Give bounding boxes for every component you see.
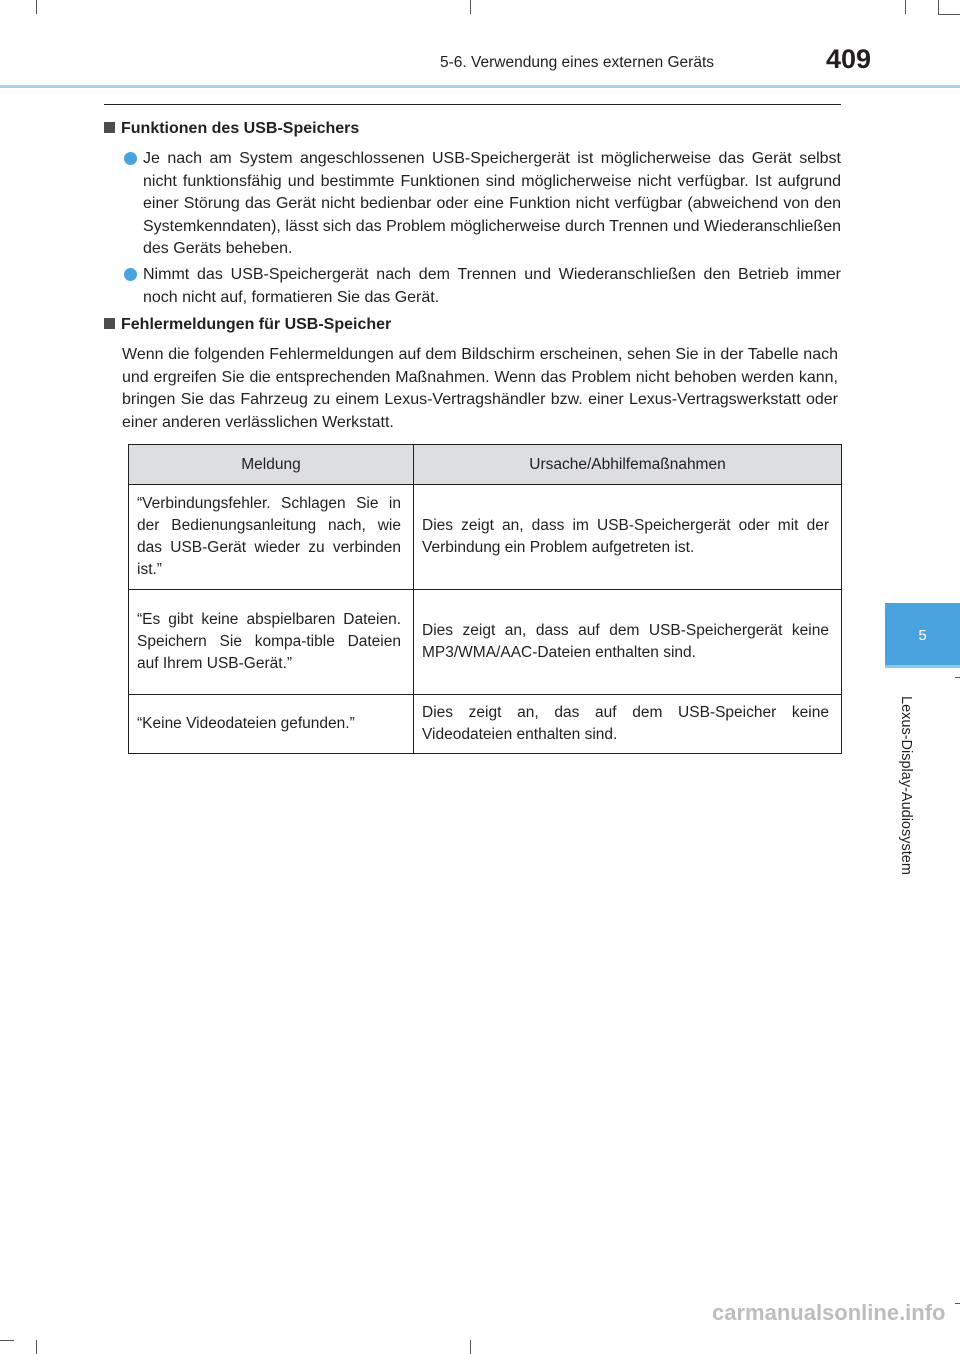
crop-mark <box>955 1303 960 1304</box>
crop-mark <box>36 1340 37 1354</box>
crop-mark <box>938 14 960 15</box>
chapter-label: Lexus-Display-Audiosystem <box>898 696 914 875</box>
circle-bullet-icon <box>124 268 137 281</box>
table-cell-message: “Es gibt keine abspielbaren Dateien. Speichern Sie kompa-tible Dateien auf Ihrem USB-Gerät.” <box>129 590 414 695</box>
crop-mark <box>905 0 906 14</box>
watermark: carmanualsonline.info <box>712 1300 946 1325</box>
bullet-item <box>124 148 841 261</box>
chapter-tab: 5 <box>885 603 960 665</box>
section-heading-text: Fehlermeldungen für USB-Speicher <box>121 316 392 333</box>
chapter-tab-underline <box>885 665 960 668</box>
crop-mark <box>470 0 471 14</box>
page-number: 409 <box>826 44 872 74</box>
table-cell-message: “Keine Videodateien gefunden.” <box>129 695 414 754</box>
square-bullet-icon <box>104 318 115 329</box>
crop-mark <box>0 1340 14 1341</box>
bullet-text: Je nach am System angeschlossenen USB-Speichergerät ist möglicherweise das Gerät selbst nicht funktionsfähig und bestimmte Funktionen sind möglicherweise nicht verfügbar. Ist aufgrund einer Störung das Gerät nicht bedienbar oder eine Funktion nicht verfügbar (abweichend von den Systemkenndaten), lässt sich das Problem möglicherweise durch Trennen und Wiederanschließen des Geräts beheben. <box>143 150 841 257</box>
crop-mark <box>470 1340 471 1354</box>
section-heading <box>104 120 359 138</box>
table-row <box>129 485 842 590</box>
table-cell-remedy: Dies zeigt an, dass auf dem USB-Speichergerät keine MP3/WMA/AAC-Dateien enthalten sind. <box>414 590 842 695</box>
table-row <box>129 590 842 695</box>
table-header-cell: Ursache/Abhilfemaßnahmen <box>414 445 842 485</box>
crop-mark <box>36 0 37 14</box>
section-heading <box>104 316 391 334</box>
header-rule <box>0 85 960 88</box>
table-row <box>129 695 842 754</box>
crop-mark <box>955 677 960 678</box>
table-cell-remedy: Dies zeigt an, das auf dem USB-Speicher keine Videodateien enthalten sind. <box>414 695 842 754</box>
bullet-item <box>124 264 841 309</box>
bullet-text: Nimmt das USB-Speichergerät nach dem Trennen und Wiederanschließen den Betrieb immer noch nicht auf, formatieren Sie das Gerät. <box>143 266 841 306</box>
content-rule <box>104 104 841 105</box>
table-cell-message: “Verbindungsfehler. Schlagen Sie in der Bedienungsanleitung nach, wie das USB-Gerät wieder zu verbinden ist.” <box>129 485 414 590</box>
page-header-title: 5-6. Verwendung eines externen Geräts <box>440 54 715 71</box>
table-header-cell: Meldung <box>129 445 414 485</box>
section-paragraph: Wenn die folgenden Fehlermeldungen auf dem Bildschirm erscheinen, sehen Sie in der Tabelle nach und ergreifen Sie die entsprechenden Maßnahmen. Wenn das Problem nicht behoben werden kann, bringen Sie das Fahrzeug zu einem Lexus-Vertragshändler bzw. einer Lexus-Vertragswerkstatt oder einer anderen verlässlichen Werkstatt. <box>122 346 838 431</box>
crop-mark <box>938 0 939 14</box>
table-cell-remedy: Dies zeigt an, dass im USB-Speichergerät oder mit der Verbindung ein Problem aufgetreten ist. <box>414 485 842 590</box>
circle-bullet-icon <box>124 152 137 165</box>
table-header-row <box>129 445 842 485</box>
section-heading-text: Funktionen des USB-Speichers <box>121 120 360 137</box>
square-bullet-icon <box>104 122 115 133</box>
error-message-table <box>128 444 842 754</box>
